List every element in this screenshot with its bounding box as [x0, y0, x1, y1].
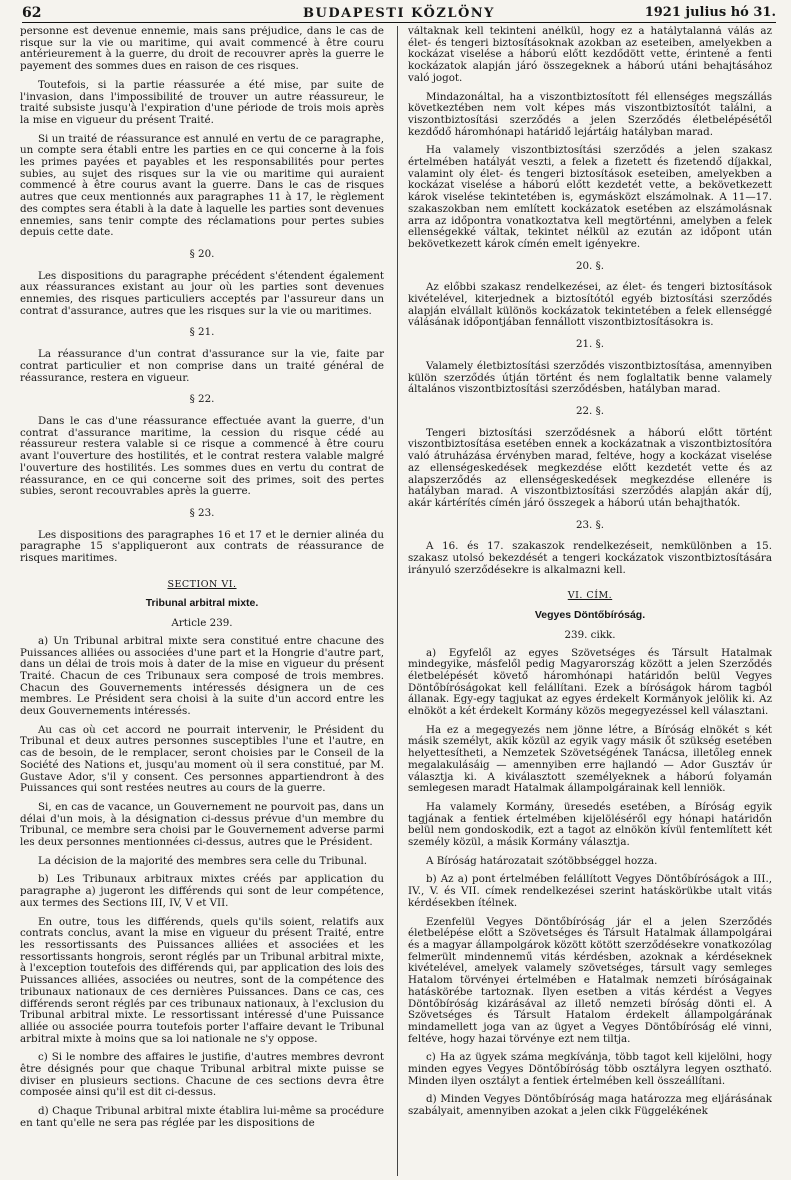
- paragraph: Ha valamely viszontbiztosítási szerződés a jelen szakasz értelmében hatályát veszti, a felek a fizetett és fizetendő díjakkal, valamint oly élet- és tengeri biztosítások eseteiben, amelyekben a kockázat viselése a háború előtt kezdetét vette, a bekövetkezett károk viselése tekintetében is, egymásközt elszámolnak. A 11—17. szakaszokban nem említett kockázatok esetében az elszámolásnak arra az időpontra vonatkoztatva kell megtörténni, amelyben a felek ellenségekké váltak, tekintet nélkül az ezután az időpont után bekövetkezett károk címén emelt igényekre.: [408, 144, 772, 250]
- paragraph: Ezenfelül Vegyes Döntőbíróság jár el a jelen Szerződés életbelépése előtt a Szövetséges és Társult Hatalmak állampolgárai és a magyar állampolgárok között kötött szerződésekre vonatkozólag felmerült mindennemű vitás kérdésben, azoknak a kérdéseknek kivételével, amelyek valamely szövetséges, társult vagy semleges Hatalom törvényei értelmében e Hatalmak nemzeti bíróságainak hatáskörébe tartoznak. Ilyen esetben a vitás kérdést a Vegyes Döntőbíróság kizárásával az illető nemzeti bíróság dönti el. A Szövetséges és Társult Hatalom érdekelt állampolgárának mindamellett joga van az ügyet a Vegyes Döntőbíróság elé vinni, feltéve, hogy hazai törvénye ezt nem tiltja.: [408, 915, 772, 1045]
- paragraph: Si, en cas de vacance, un Gouvernement ne pourvoit pas, dans un délai d'un mois, à la désignation ci-dessus prévue d'un membre du Tribunal, ce membre sera choisi par le Gouvernement adverse parmi les deux personnes mentionnées ci-dessus, autres que le Président.: [20, 800, 384, 849]
- section-title: Vegyes Döntőbíróság.: [534, 609, 646, 622]
- paragraph: d) Minden Vegyes Döntőbíróság maga határozza meg eljárásának szabályait, amennyiben azokat a jelen cikk Függelékének: [408, 1093, 772, 1118]
- publication-title: BUDAPESTI KÖZLÖNY: [303, 6, 495, 21]
- paragraph: La décision de la majorité des membres sera celle du Tribunal.: [38, 854, 368, 867]
- section-number: § 20.: [189, 247, 215, 260]
- column-divider: [397, 26, 398, 1176]
- paragraph: Ha ez a megegyezés nem jönne létre, a Bíróság elnökét s két másik személyt, akik közül az egyik vagy másik őt szükség esetében helyettesítheti, a Nemzetek Szövetségének Tanácsa, illetőleg ennek megalakulásáig — amennyiben erre hajlandó — Ador Gusztáv úr választja ki. A kiválasztott személyeknek a háború folyamán semlegesen maradt Hatalmak állampolgárainak kell lenniök.: [408, 723, 772, 795]
- section-number: 21. §.: [575, 338, 605, 351]
- page-number: 62: [22, 5, 42, 21]
- paragraph: Valamely életbiztosítási szerződés viszontbiztosítása, amennyiben külön szerződés útján történt és nem foglaltatik benne valamely általános viszontbiztosítási szerződésben, hatályban marad.: [408, 359, 772, 396]
- paragraph: En outre, tous les différends, quels qu'ils soient, relatifs aux contrats conclus, avant la mise en vigueur du présent Traité, entre les ressortissants des Puissances alliées et associées et les ressortissants hongrois, seront réglés par un Tribunal arbitral mixte, à l'exception toutefois des différends qui, par application des lois des Puissances alliées, associées ou neutres, sont de la compétence des tribunaux nationaux de ces dernières Puissances. Dans ce cas, ces différends seront réglés par ces tribunaux nationaux, à l'exclusion du Tribunal arbitral mixte. Le ressortissant intéressé d'une Puissance alliée ou associée pourra toutefois porter l'affaire devant le Tribunal arbitral mixte à moins que sa loi nationale ne s'y oppose.: [20, 915, 384, 1045]
- section-number: § 23.: [189, 506, 215, 519]
- section-heading: SECTION VI.: [167, 578, 237, 590]
- paragraph: Au cas où cet accord ne pourrait intervenir, le Président du Tribunal et deux autres personnes susceptibles l'une et l'autre, en cas de besoin, de le remplacer, seront choisies par le Conseil de la Société des Nations et, jusqu'au moment où il sera constitué, par M. Gustave Ador, s'il y consent. Ces personnes appartiendront à des Puissances qui sont restées neutres au cours de la guerre.: [20, 723, 384, 795]
- section-number: § 21.: [189, 326, 215, 339]
- french-column: [20, 26, 384, 1176]
- paragraph: Les dispositions des paragraphes 16 et 17 et le dernier alinéa du paragraphe 15 s'appliqueront aux contrats de réassurance de risques maritimes.: [20, 528, 384, 565]
- paragraph: a) Egyfelől az egyes Szövetséges és Társult Hatalmak mindegyike, másfelől pedig Magyarország között a jelen Szerződés életbelépését követő háromhónapi határidőn belül Vegyes Döntőbíróságokat kell felállítani. Ezek a bíróságok három tagból állanak. Egy-egy tagjukat az egyes érdekelt Kormányok jelölik ki. Az elnököt a két érdekelt Kormány közös megegyezéssel kell választani.: [408, 646, 772, 718]
- paragraph: Mindazonáltal, ha a viszontbiztosított fél ellenséges megszállás következtében nem volt képes más viszontbiztosítót találni, a viszontbiztosítási szerződés a jelen Szerződés életbelépésétől kezdődő háromhónapi határidő lejártáig hatályban marad.: [408, 90, 772, 138]
- article-number: Article 239.: [171, 617, 233, 630]
- paragraph: b) Les Tribunaux arbitraux mixtes créés par application du paragraphe a) jugeront les différends qui sont de leur compétence, aux termes des Sections III, IV, V et VII.: [20, 873, 384, 909]
- paragraph: c) Ha az ügyek száma megkívánja, több tagot kell kijelölni, hogy minden egyes Vegyes Döntőbíróság több osztályra legyen osztható. Minden ilyen osztályt a fentiek értelmében kell összeállítani.: [408, 1051, 772, 1087]
- paragraph: Les dispositions du paragraphe précédent s'étendent également aux réassurances existant au jour où les parties sont devenues ennemies, des risques particuliers acceptés par l'assureur dans un contrat d'assurance, autres que les risques sur la vie ou maritimes.: [20, 269, 384, 317]
- paragraph: La réassurance d'un contrat d'assurance sur la vie, faite par contrat particulier et non comprise dans un traité général de réassurance, restera en vigueur.: [20, 348, 384, 384]
- paragraph: Toutefois, si la partie réassurée a été mise, par suite de l'invasion, dans l'impossibilité de trouver un autre réassureur, le traité subsiste jusqu'à l'expiration d'une période de trois mois après la mise en vigueur du présent Traité.: [20, 78, 384, 126]
- hungarian-column: [408, 26, 772, 1176]
- paragraph: Az előbbi szakasz rendelkezései, az élet- és tengeri biztosítások kivételével, kiterjednek a biztosítótól egyéb biztosítási szerződés alapján elvállalt különös kockázatok tekintetében a felek ellenséggé válásának időpontjában fennállott viszontbiztosításokra is.: [408, 281, 772, 329]
- section-number: 22. §.: [575, 404, 605, 417]
- paragraph: d) Chaque Tribunal arbitral mixte établira lui-même sa procédure en tant qu'elle ne sera pas réglée par les dispositions de: [20, 1105, 384, 1129]
- paragraph: Si un traité de réassurance est annulé en vertu de ce paragraphe, un compte sera établi entre les parties en ce qui concerne à la fois les primes payées et payables et les responsabilités pour pertes subies, au sujet des risques sur la vie ou maritime qui auraient commencé à être courus avant la guerre. Dans le cas de risques autres que ceux mentionnés aux paragraphes 11 à 17, le règlement des comptes sera établi à la date à laquelle les parties sont devenues ennemies, sans tenir compte des réclamations pour pertes subies depuis cette date.: [20, 132, 384, 239]
- paragraph: váltaknak kell tekinteni anélkül, hogy ez a hatálytalanná válás az élet- és tengeri biztosításoknak azokban az eseteiben, amelyekben a kockázat viselése a háború előtt kezdődött vette, érintené a fenti kockázatok alapján járó összegeknek a háború utáni behajtásához való jogot.: [408, 26, 772, 84]
- section-number: 23. §.: [575, 518, 605, 531]
- paragraph: Dans le cas d'une réassurance effectuée avant la guerre, d'un contrat d'assurance maritime, la cession du risque cédé au réassureur restera valable si ce risque a commencé à être couru avant l'ouverture des hostilités, et le contrat restera valable malgré l'ouverture des hostilités. Les sommes dues en vertu du contrat de réassurance, en ce qui concerne soit des primes, soit des pertes subies, seront recouvrables après la guerre.: [20, 414, 384, 498]
- paragraph: A 16. és 17. szakaszok rendelkezéseit, nemkülönben a 15. szakasz utolsó bekezdését a tengeri kockázatok viszontbiztosítására irányuló szerződésekre is alkalmazni kell.: [408, 540, 772, 576]
- paragraph: personne est devenue ennemie, mais sans préjudice, dans le cas de risque sur la vie ou maritime, qui avait commencé à être couru antérieurement à la guerre, du droit de recouvrer après la guerre le payement des sommes dues en raison de ces risques.: [20, 26, 384, 73]
- page-header: [22, 4, 776, 23]
- paragraph: b) Az a) pont értelmében felállított Vegyes Döntőbíróságok a III., IV., V. és VII. címek rendelkezései szerint hatáskörükbe utalt vitás kérdésekben ítélnek.: [408, 873, 772, 909]
- section-number: 20. §.: [575, 259, 605, 272]
- paragraph: Ha valamely Kormány, üresedés esetében, a Bíróság egyik tagjának a fentiek értelmében kijelöléséről egy hónapi határidőn belül nem gondoskodik, ezt a tagot az elnökön kívül fentemlített két személy közül, a másik Kormány választja.: [408, 800, 772, 849]
- section-heading: VI. CÍM.: [567, 590, 613, 602]
- section-title: Tribunal arbitral mixte.: [145, 597, 259, 610]
- paragraph: A Bíróság határozatait szótöbbséggel hozza.: [426, 854, 658, 867]
- paragraph: Tengeri biztosítási szerződésnek a háború előtt történt viszontbiztosítása esetében ennek a kockázatnak a viszontbiztosítóra való átruházása érvényben marad, feltéve, hogy a kockázat viselése az ellenségeskedések megkezdése előtt kezdetét vette és az alapszerződés az ellenségeskedések megkezdése ellenére is hatályban marad. A viszontbiztosítási szerződés alapján akár díj, akár kártérítés címén járó összegek a háború után behajthatók.: [408, 426, 772, 509]
- section-number: § 22.: [189, 393, 215, 406]
- paragraph: c) Si le nombre des affaires le justifie, d'autres membres devront être désignés pour que chaque Tribunal arbitral mixte puisse se diviser en plusieurs sections. Chacune de ces sections devra être composée ainsi qu'il est dit ci-dessus.: [20, 1051, 384, 1099]
- article-number: 239. cikk.: [564, 628, 616, 641]
- publication-date: 1921 julius hó 31.: [644, 5, 776, 20]
- paragraph: a) Un Tribunal arbitral mixte sera constitué entre chacune des Puissances alliées ou associées d'une part et la Hongrie d'autre part, dans un délai de trois mois à dater de la mise en vigueur du présent Traité. Chacun de ces Tribunaux sera composé de trois membres. Chacun des Gouvernements intéressés désignera un de ces membres. Le Président sera choisi à la suite d'un accord entre les deux Gouvernements intéressés.: [20, 634, 384, 718]
